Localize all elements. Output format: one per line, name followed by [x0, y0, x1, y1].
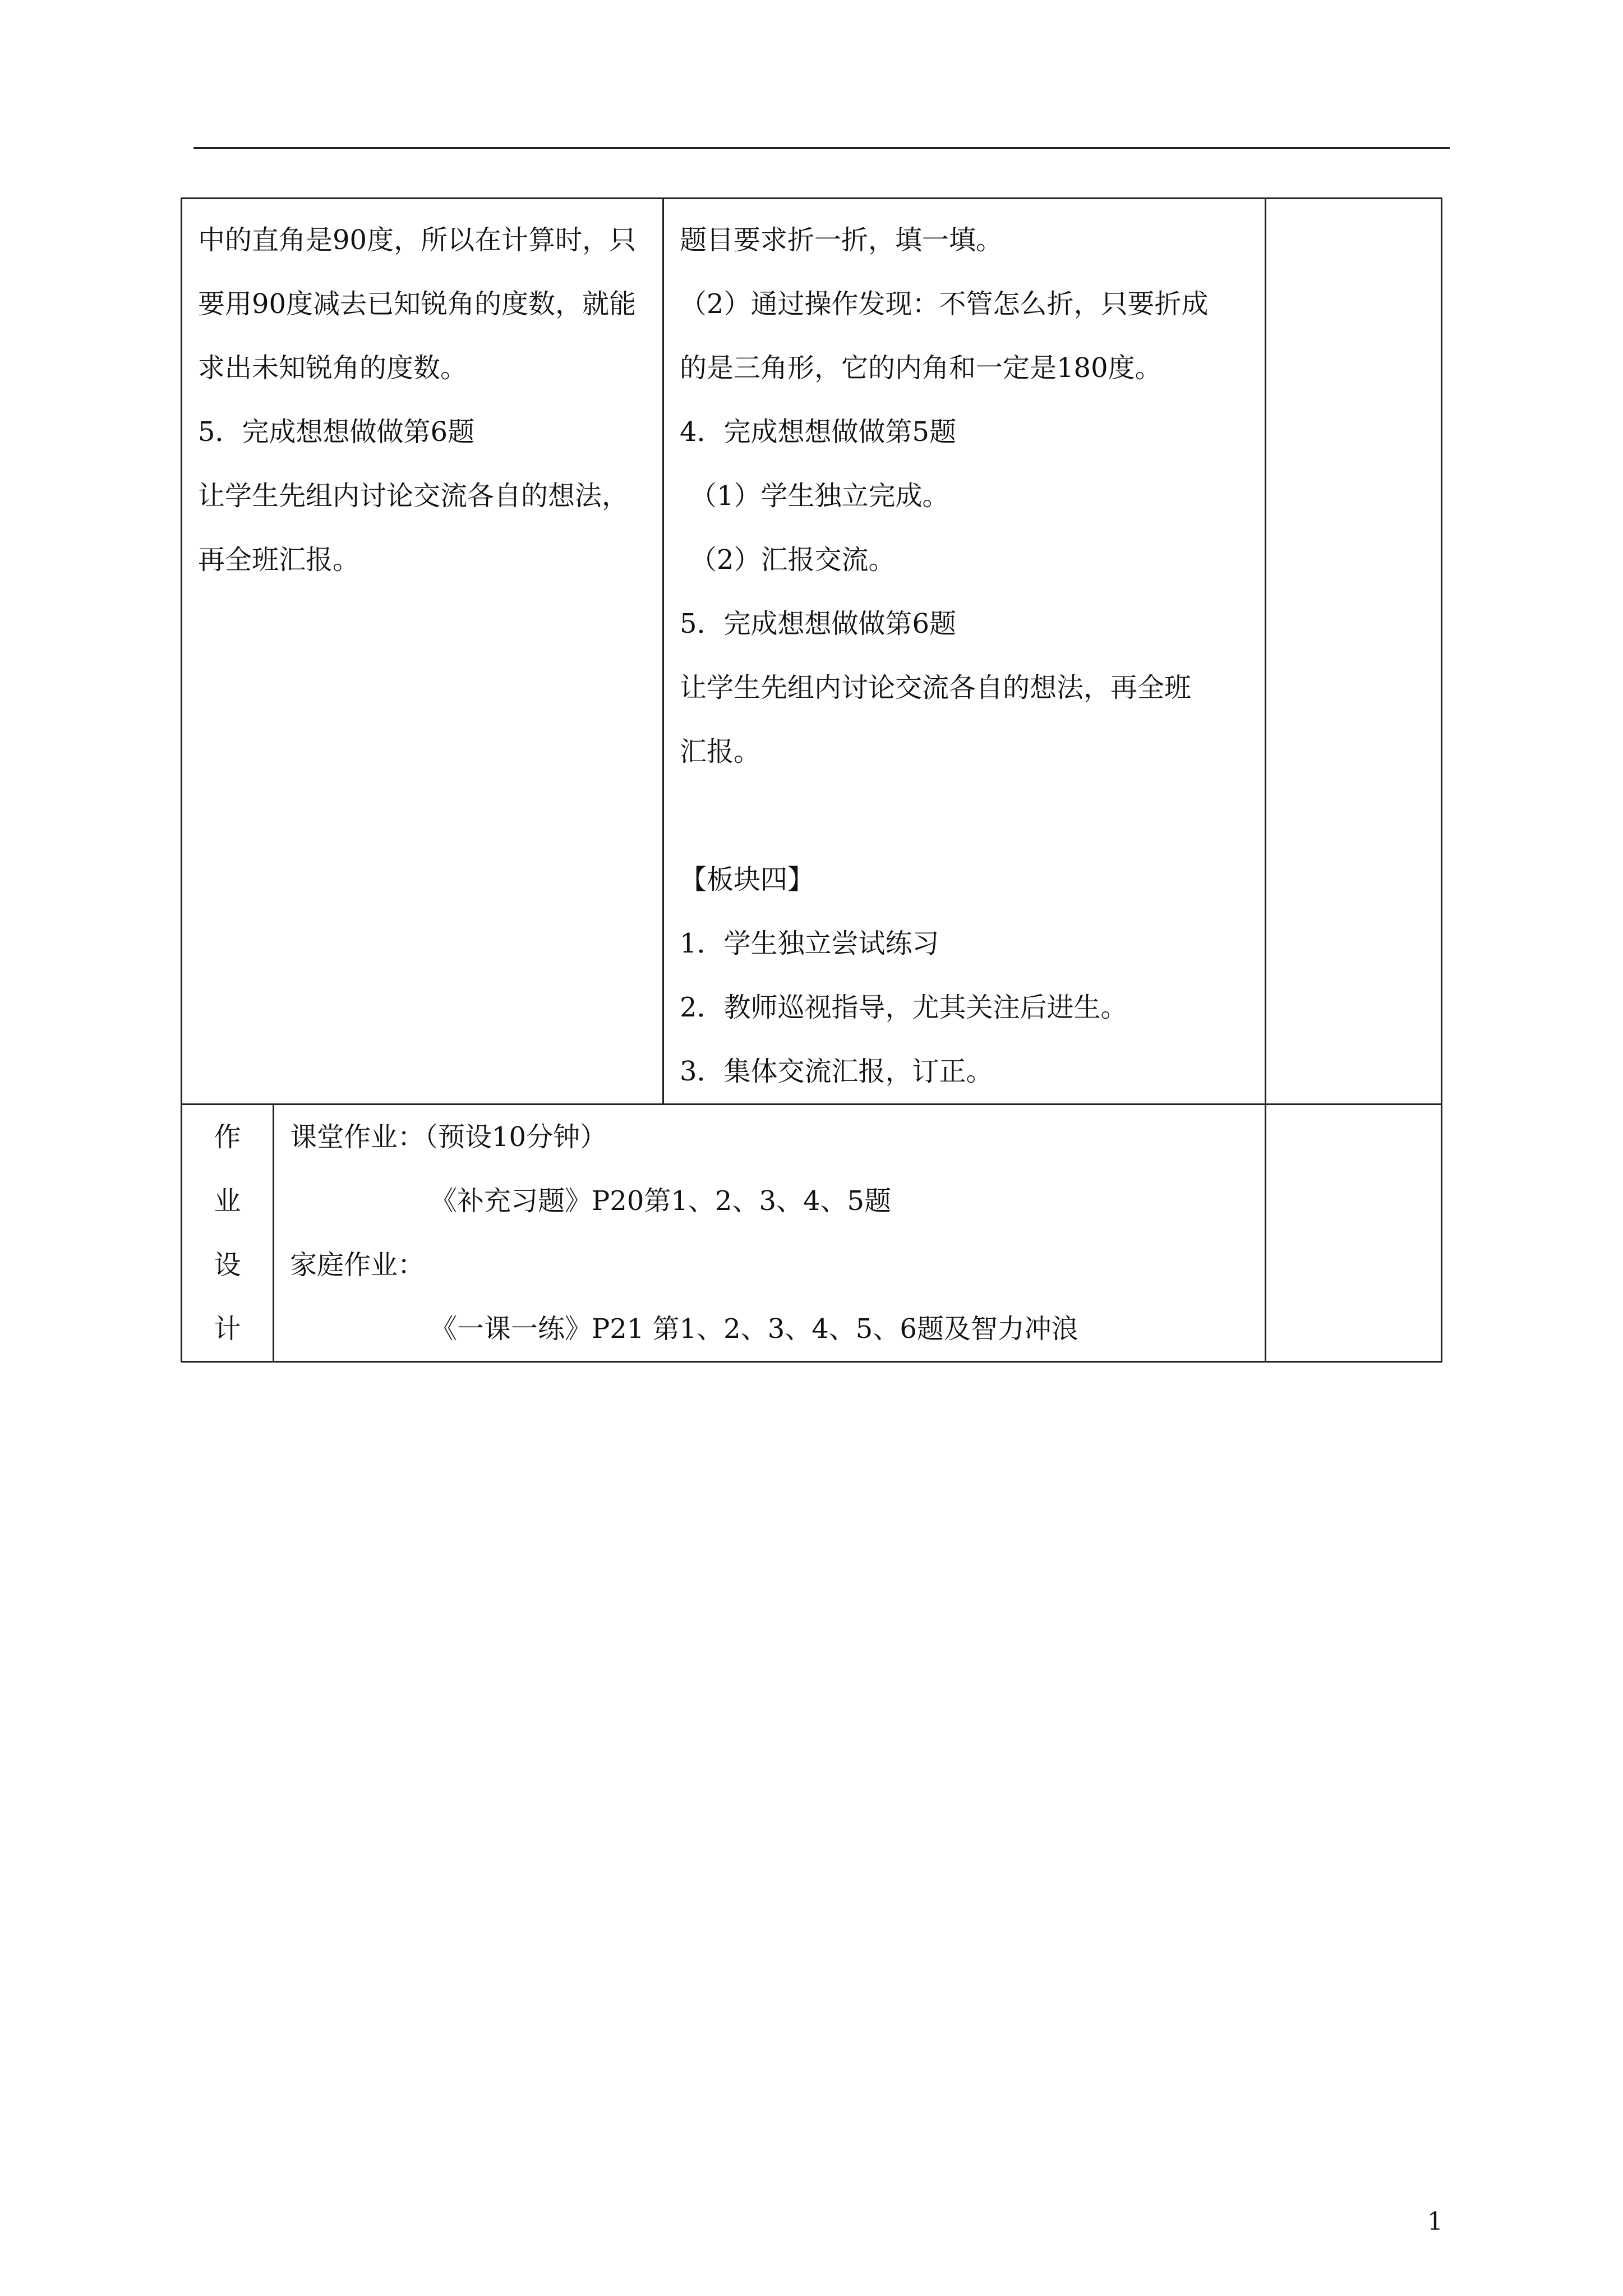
teacher-activity-line: 求出未知锐角的度数。	[198, 352, 468, 384]
student-activity-line: 3．集体交流汇报，订正。	[680, 1056, 993, 1087]
student-activity-line: 汇报。	[680, 736, 761, 767]
homework-row	[182, 1105, 1442, 1362]
page-number: 1	[1427, 2207, 1443, 2236]
student-activity-line: 的是三角形，它的内角和一定是180度。	[680, 352, 1162, 384]
student-activity-line: 【板块四】	[680, 864, 815, 895]
header-rule	[193, 147, 1450, 149]
home-homework-item: 《一课一练》P21 第1、2、3、4、5、6题及智力冲浪	[430, 1313, 1078, 1345]
teacher-activity-line: 要用90度减去已知锐角的度数，就能	[198, 288, 637, 320]
student-activity-line: 5．完成想想做做第6题	[680, 608, 957, 639]
student-activity-line: 2．教师巡视指导，尤其关注后进生。	[680, 992, 1128, 1023]
notes-cell	[1266, 199, 1442, 1105]
student-activity-line: 让学生先组内讨论交流各自的想法，再全班	[680, 672, 1192, 703]
student-activity-line: 1．学生独立尝试练习	[680, 928, 939, 959]
lesson-plan-table	[181, 197, 1442, 1363]
student-activity-line: 4．完成想想做做第5题	[680, 416, 957, 448]
student-activity-cell	[663, 199, 1266, 1105]
teacher-activity-line: 5．完成想想做做第6题	[198, 416, 475, 448]
teacher-activity-line: 再全班汇报。	[198, 544, 360, 576]
teacher-activity-line: 中的直角是90度，所以在计算时，只	[198, 224, 637, 256]
student-activity-line	[680, 784, 1265, 848]
homework-label-cell	[182, 1105, 274, 1362]
classroom-homework-title: 课堂作业：（预设10分钟）	[290, 1121, 607, 1153]
homework-label-char: 业	[214, 1185, 241, 1217]
teacher-activity-line: 让学生先组内讨论交流各自的想法，	[198, 480, 629, 512]
classroom-homework-item: 《补充习题》P20第1、2、3、4、5题	[430, 1185, 892, 1217]
home-homework-title: 家庭作业：	[290, 1249, 425, 1281]
student-activity-line: 题目要求折一折，填一填。	[680, 224, 1003, 256]
content-row	[182, 199, 1442, 1105]
homework-notes-cell	[1266, 1105, 1442, 1362]
homework-label-char: 设	[214, 1249, 241, 1281]
homework-label-char: 作	[214, 1121, 241, 1153]
teacher-activity-cell	[182, 199, 663, 1105]
student-activity-line: （2）通过操作发现：不管怎么折，只要折成	[680, 288, 1209, 320]
homework-label-char: 计	[214, 1313, 241, 1345]
student-activity-line: （2）汇报交流。	[690, 544, 896, 576]
student-activity-line: （1）学生独立完成。	[690, 480, 949, 512]
homework-content-cell	[274, 1105, 1266, 1362]
